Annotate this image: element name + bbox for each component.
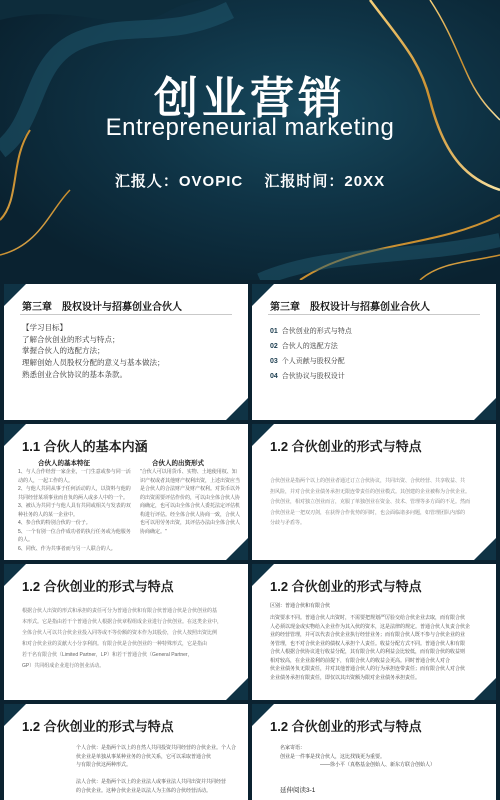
time-label: 汇报时间：20XX <box>264 173 386 190</box>
slide-learning-goals <box>4 284 248 420</box>
slide-forms-types <box>4 564 248 700</box>
slide-title: 1.2 合伙创业的形式与特点 <box>270 719 422 734</box>
presentation-subtitle: Entrepreneurial marketing <box>105 114 395 141</box>
right-column: "合伙人可以用货币、实物、土地使用权、知 识产权或者其他财产权利出资，上述出资应当 是合伙人的合法财产及财产权利。对货币以外 的出资需要评估作价的，可以由全体合伙人协 商确定，也可以由全体合伙人委托法定评估机 构进行评估。经全体合伙人协商一致，合伙人 也可以用劳务出资，其评估办法由全体合伙人 协商确定。" <box>140 469 241 535</box>
slide-corner <box>474 538 496 560</box>
slide-title: 1.2 合伙创业的形式与特点 <box>22 719 174 734</box>
slide-title: 1.2 合伙创业的形式与特点 <box>270 579 422 594</box>
slide-forms-difference <box>252 564 496 700</box>
presentation-title: 创业营销 <box>154 74 346 123</box>
slide-partner-basics <box>4 424 248 560</box>
slide-corner <box>474 398 496 420</box>
quote-label: 名家寄语： <box>280 745 306 751</box>
body-text: 合伙创业是指两个以上的创业者通过订立合伙协议，共同出资、合伙经营、共享收益、共 担风险，并对合伙企业债务承担无限连带责任的创业模式。其创建的企业被称为合伙企业。 合伙创业，相对独立创业而言，克服了单独创业在资金、技术、管理等多方面的不足。然而 合伙创业是一把双刃剑，在获得合作优势的同时，也会面临诸多问题，如管理团队内部的 分歧与矛盾等。 <box>270 478 471 526</box>
body-text: 个人合伙：是指两个以上的自然人共同投资共同经营的合伙企业。个人合 伙企业是单独从事某种业务的合伙关系，它可以采取普通合伙 与有限合伙这两种形式。 法人合伙：是指两个以上的企业法人或事业法人共同出资并共同经营 的合伙企业。这种合伙企业是以法人为主体的合伙经营活动。 <box>76 745 237 794</box>
slide-corner <box>226 678 248 700</box>
slide-title: 1.2 合伙创业的形式与特点 <box>270 439 422 454</box>
goal-item: 了解合伙创业的形式与特点； <box>22 334 120 344</box>
title-divider <box>20 314 232 315</box>
body-text: 出资要求不同。普通合伙人出资时，不需要把规划严厉验交给合伙企业去取，而有限合伙 人必须以现金或实物给入企业作为其入伙的资本，这是法律的规定。普通合伙人负责合伙企 业的经营管理，并可以代表合伙企业执行经营业务；而有限合伙人既不参与合伙企业的业 务管理，也不对合伙企业的债权人承担个人责任。收益分配方式不同。普通合伙人和有限 合伙人根据合伙协议进行收益分配，其有限合伙人的利益会比较低，而有限合伙的收益则 相对较高，在企业盈利的前提下，有限合伙人的收益会更高。同时普通合伙人对合 伙企业债务负无限责任，并对其他普通合伙人的行为承担连带责任；而有限合伙人对合伙 企业债务承担有限责任，即仅以其出资额为限对企业债务承担责任。 <box>270 615 471 681</box>
slide-title: 第三章 股权设计与招募创业合伙人 <box>22 302 182 313</box>
quote-block: 名家寄语： 创业是一件事是找合伙人，这比找钱更为重要。 ——徐小平（真格基金创始人、新东方联合创始人） <box>280 744 490 770</box>
reporter-label: 汇报人：OVOPIC <box>114 173 244 190</box>
left-column: 1、与人合作经营一家企业，一门生意或参与同一活 动的人，一起工作的人。 2、与他人共同从事于任何活动的人，以资料与他的 共同经营某项事业而自负的两人或多人中的一个。 3、被认为共同于与他人具有共同或相关与发表的双 种社务的人的某一企业中。 4、参合伙的特别合伙的一份子。 5、一个有别一位合作成功者的执行任务或为他服务 的人。 6、同伙、作为共事者而与另一人联合的人。 <box>18 469 131 552</box>
goal-item: 熟悉创业合伙协议的基本条款。 <box>22 369 127 379</box>
right-heading: 合伙人的出资形式 <box>152 460 204 467</box>
slide-title: 第三章 股权设计与招募创业合伙人 <box>270 302 430 313</box>
extended-reading-label: 延伸阅读3-1 <box>280 787 316 794</box>
slide-corner <box>226 398 248 420</box>
goals-block <box>22 322 165 380</box>
contents-item: 03 个人贡献与股权分配 <box>270 358 345 365</box>
slide-forms-overview <box>252 424 496 560</box>
title-divider <box>268 314 480 315</box>
contents-list <box>270 328 352 380</box>
goals-label: 【学习目标】 <box>22 323 67 332</box>
left-heading: 合伙人的基本特征 <box>38 460 90 467</box>
presentation-meta <box>0 170 500 191</box>
difference-heading: 区别：普通合伙和有限合伙 <box>270 603 331 609</box>
slide-corner <box>226 538 248 560</box>
slide-contents <box>252 284 496 420</box>
goal-item: 理解创始人员股权分配的意义与基本做法； <box>22 357 165 367</box>
contents-item: 04 合伙协议与股权设计 <box>270 373 345 380</box>
slide-forms-quote <box>252 704 496 800</box>
slide-title: 1.1 合伙人的基本内涵 <box>22 439 148 454</box>
slide-title: 1.2 合伙创业的形式与特点 <box>22 579 174 594</box>
contents-item: 01 合伙创业的形式与特点 <box>270 328 352 335</box>
slide-forms-individual <box>4 704 248 800</box>
contents-item: 02 合伙人的选配方法 <box>270 343 338 350</box>
title-slide <box>0 0 500 280</box>
body-text: 根据合伙人出资的形式和承担的责任可分为普通合伙和有限合伙普通合伙是合伙创业的基 本形式。它是指由若干个普通合伙人根据合伙章程组成企业进行合伙创业。在这类企业中， 全体合伙人可以共合伙企业投入同等或不等份额的资本作为其股份，合伙人按照出资比例 和对合伙企业的贡献大小分享利润。有限合伙是合伙创业的一种特殊形式，它是指由 若干名有限合伙（Limited Partner，LP）和若干普通合伙（General Partner， GP）共同组成企业进行的创业活动。 <box>22 608 223 669</box>
goal-item: 掌握合伙人的选配方法； <box>22 346 105 356</box>
